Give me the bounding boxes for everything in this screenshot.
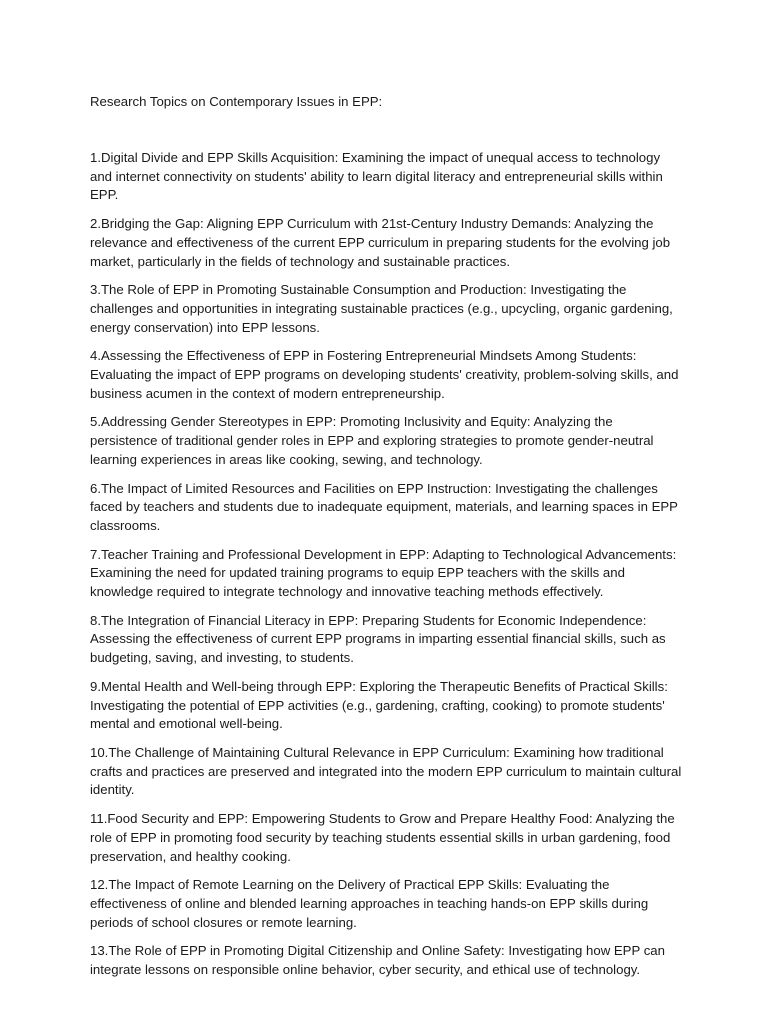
topic-item-7: 7.Teacher Training and Professional Development in EPP: Adapting to Technological Advancements: Examining the need for updated training programs to equip EPP teachers with the skills and knowledge required to integrate technology and innovative teaching methods effectively. — [90, 546, 677, 600]
topic-item-12: 12.The Impact of Remote Learning on the Delivery of Practical EPP Skills: Evaluating the effectiveness of online and blended learning approaches in teaching hands-on EPP skills during periods of school closures or remote learning. — [90, 877, 649, 930]
topic-item-11: 11.Food Security and EPP: Empowering Students to Grow and Prepare Healthy Food: Analyzing the role of EPP in promoting food security by teaching students essential skills in urban gardening, food preservation, and healthy cooking. — [90, 811, 675, 864]
topic-item-3: 3.The Role of EPP in Promoting Sustainable Consumption and Production: Investigating the challenges and opportunities in integrating sustainable practices (e.g., upcycling, organic gardening, energy conservation) into EPP lessons. — [90, 282, 673, 335]
topic-item-1: 1.Digital Divide and EPP Skills Acquisition: Examining the impact of unequal access to technology and internet connectivity on students' ability to learn digital literacy and entrepreneurial skills within EPP. — [90, 150, 663, 203]
topic-list — [90, 149, 682, 980]
document-title: Research Topics on Contemporary Issues in EPP: — [90, 94, 383, 109]
topic-item-6: 6.The Impact of Limited Resources and Facilities on EPP Instruction: Investigating the challenges faced by teachers and students due to inadequate equipment, materials, and learning spaces in EPP classrooms. — [90, 480, 678, 533]
topic-item-2: 2.Bridging the Gap: Aligning EPP Curriculum with 21st-Century Industry Demands: Analyzing the relevance and effectiveness of the current EPP curriculum in preparing students for the evolving job market, particularly in the fields of technology and sustainable practices. — [90, 216, 671, 269]
topic-item-9: 9.Mental Health and Well-being through EPP: Exploring the Therapeutic Benefits of Practical Skills: Investigating the potential of EPP activities (e.g., gardening, crafting, cooking) to promote students' mental and emotional well-being. — [90, 678, 668, 732]
topic-item-10: 10.The Challenge of Maintaining Cultural Relevance in EPP Curriculum: Examining how traditional crafts and practices are preserved and integrated into the modern EPP curriculum to maintain cultural identity. — [90, 744, 682, 798]
topic-item-4: 4.Assessing the Effectiveness of EPP in Fostering Entrepreneurial Mindsets Among Students: Evaluating the impact of EPP programs on developing students' creativity, problem-solving skills, and business acumen in the context of modern entrepreneurship. — [90, 348, 679, 401]
topic-item-5: 5.Addressing Gender Stereotypes in EPP: Promoting Inclusivity and Equity: Analyzing the persistence of traditional gender roles in EPP and exploring strategies to promote gender-neutral learning experiences in areas like cooking, sewing, and technology. — [90, 414, 654, 467]
topic-item-8: 8.The Integration of Financial Literacy in EPP: Preparing Students for Economic Independence: Assessing the effectiveness of current EPP programs in imparting essential financial skills, such as budgeting, saving, and investing, to students. — [90, 612, 666, 666]
document-body — [90, 92, 682, 990]
topic-item-13: 13.The Role of EPP in Promoting Digital Citizenship and Online Safety: Investigating how EPP can integrate lessons on responsible online behavior, cyber security, and ethical use of technology. — [90, 943, 665, 978]
